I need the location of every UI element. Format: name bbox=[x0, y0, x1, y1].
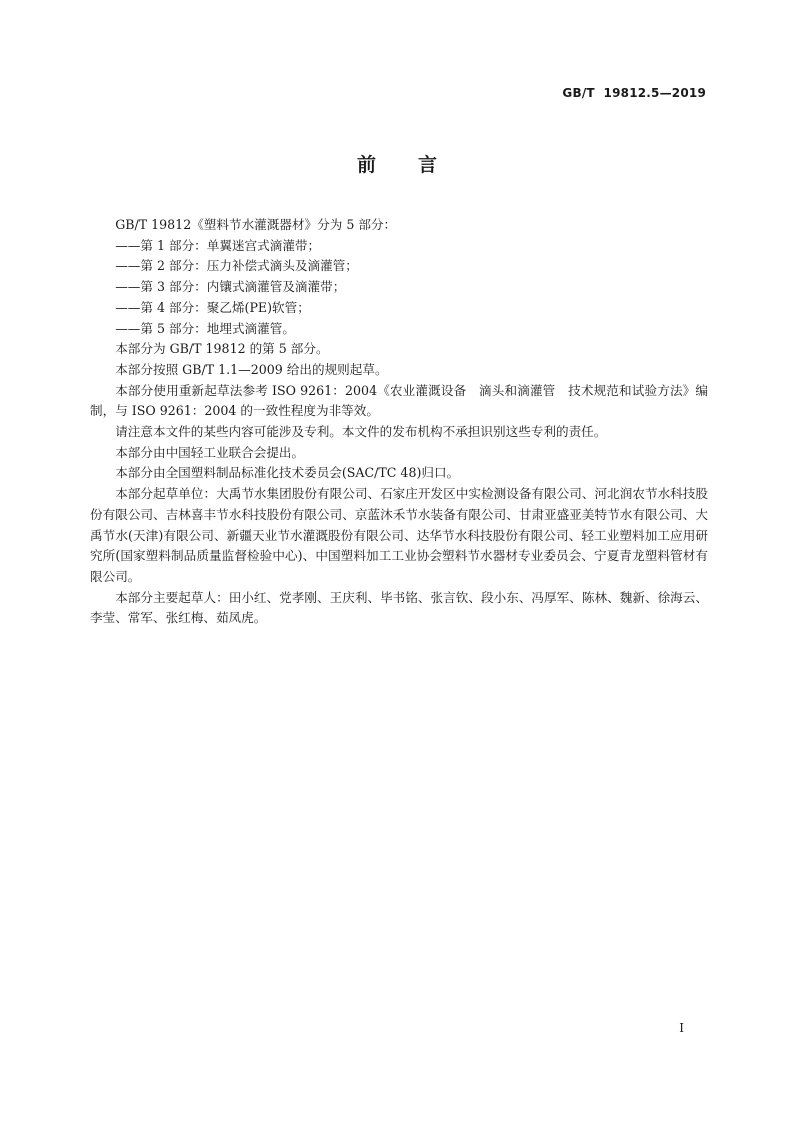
paragraph-proposed-by: 本部分由中国轻工业联合会提出。 bbox=[115, 444, 305, 460]
list-item-part-3: ——第 3 部分：内镶式滴灌管及滴灌带； bbox=[115, 279, 346, 295]
paragraph-drafting-units: 本部分起草单位：大禹节水集团股份有限公司、石家庄开发区中实检测设备有限公司、河北润农节水科技股份有限公司、吉林喜丰节水科技股份有限公司、京蓝沐禾节水装备有限公司、甘肃亚盛亚美特节水有限公司、大禹节水(天津)有限公司、新疆天业节水灌溉股份有限公司、达华节水科技股份有限公司、轻工业塑料加工应用研究所(国家塑料制品质量监督检验中心)、中国塑料加工工业协会塑料节水器材专业委员会、宁夏青龙塑料管材有限公司。 bbox=[90, 486, 708, 584]
paragraph-patent-notice: 请注意本文件的某些内容可能涉及专利。本文件的发布机构不承担识别这些专利的责任。 bbox=[115, 424, 607, 440]
paragraph-drafting-rules: 本部分按照 GB/T 1.1—2009 给出的规则起草。 bbox=[115, 361, 388, 377]
paragraph-centralized-by: 本部分由全国塑料制品标准化技术委员会(SAC/TC 48)归口。 bbox=[115, 465, 460, 481]
paragraph-part-statement: 本部分为 GB/T 19812 的第 5 部分。 bbox=[115, 341, 329, 357]
standard-code: GB/T 19812.5—2019 bbox=[562, 86, 706, 100]
paragraph-iso-reference: 本部分使用重新起草法参考 ISO 9261：2004《农业灌溉设备 滴头和滴灌管 技术规范和试验方法》编制，与 ISO 9261：2004 的一致性程度为非等效。 bbox=[90, 382, 708, 419]
list-item-part-4: ——第 4 部分：聚乙烯(PE)软管； bbox=[115, 299, 310, 315]
foreword-body bbox=[90, 215, 708, 629]
title-char-2: 言 bbox=[418, 154, 438, 176]
page-number: I bbox=[679, 1021, 684, 1035]
list-item-part-2: ——第 2 部分：压力补偿式滴头及滴灌管； bbox=[115, 258, 358, 274]
list-item-part-5: ——第 5 部分：地埋式滴灌管。 bbox=[115, 320, 295, 336]
paragraph-drafters: 本部分主要起草人：田小红、党孝刚、王庆利、毕书铭、张言钦、段小东、冯厚军、陈林、魏新、徐海云、李莹、常军、张红梅、茹凤虎。 bbox=[90, 589, 708, 626]
title-char-1: 前 bbox=[356, 154, 376, 176]
list-item-part-1: ——第 1 部分：单翼迷宫式滴灌带； bbox=[115, 237, 321, 253]
paragraph-intro: GB/T 19812《塑料节水灌溉器材》分为 5 部分： bbox=[115, 217, 397, 232]
page-title bbox=[0, 150, 794, 177]
